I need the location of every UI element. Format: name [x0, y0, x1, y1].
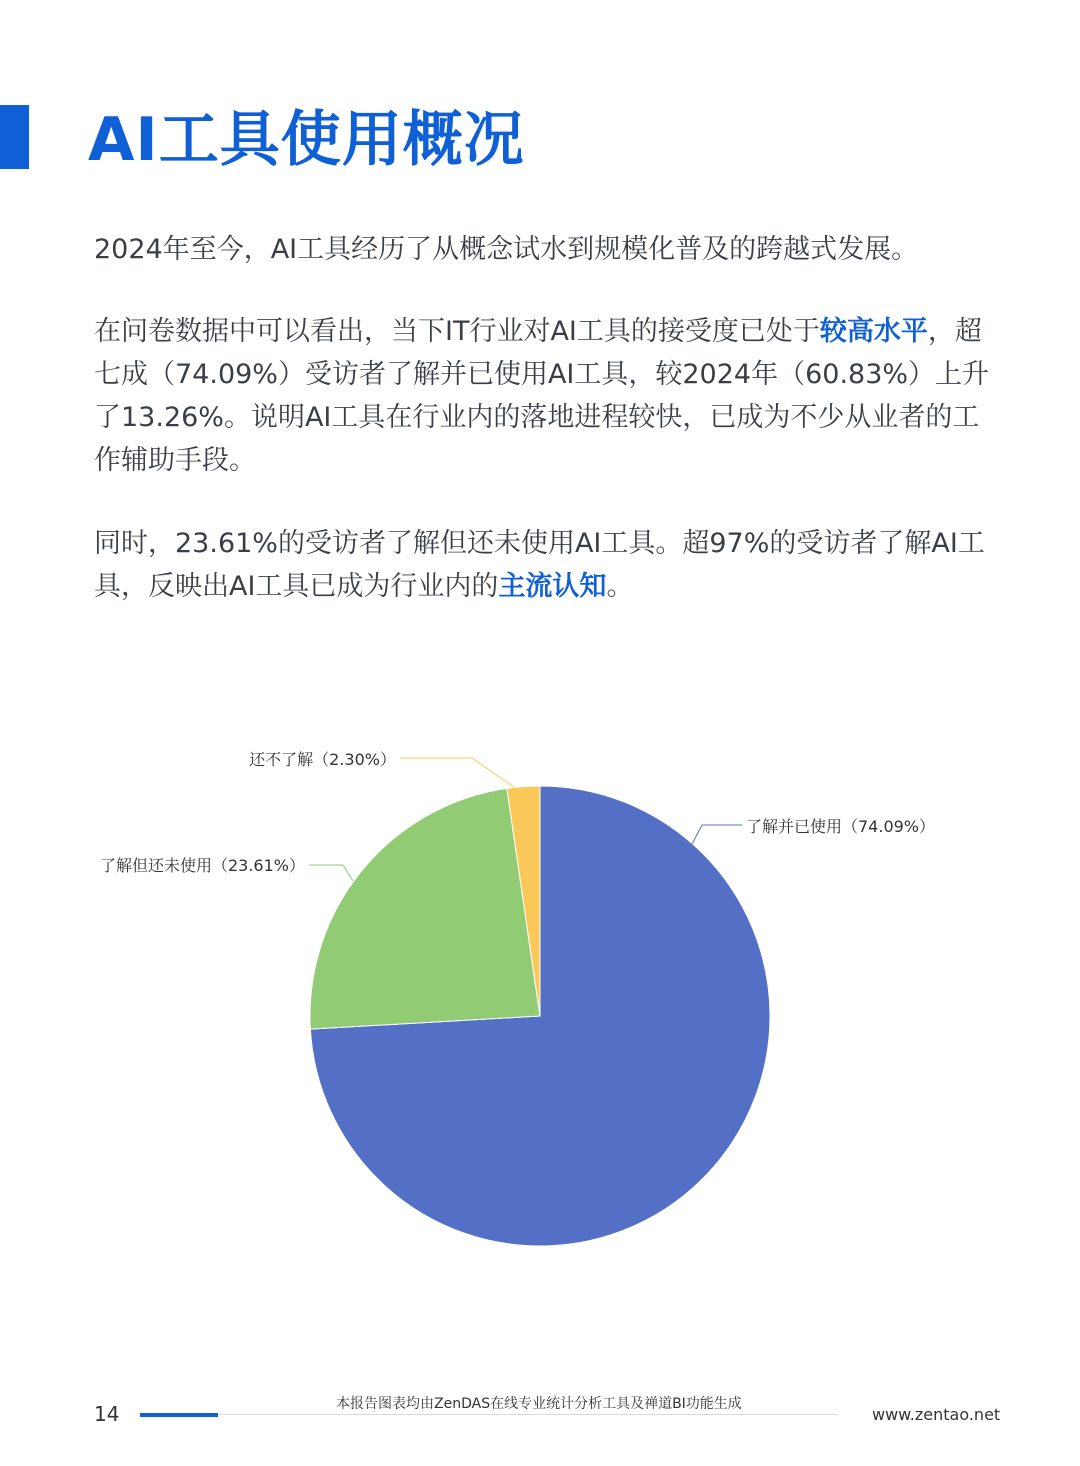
slice-label-used: 了解并已使用（74.09%） — [746, 817, 936, 836]
footer-divider — [218, 1414, 838, 1415]
page-number: 14 — [94, 1402, 120, 1426]
leader-line-unaware — [400, 758, 514, 787]
paragraph-awareness-text-b: 。 — [606, 571, 634, 602]
slice-label-not-used: 了解但还未使用（23.61%） — [99, 856, 305, 875]
pie-chart — [0, 700, 1080, 1300]
page-title: AI工具使用概况 — [88, 105, 525, 175]
pie-slices — [310, 786, 770, 1246]
paragraph-acceptance-text-a: 在问卷数据中可以看出，当下IT行业对AI工具的接受度已处于 — [94, 316, 820, 347]
footer-accent-line — [140, 1413, 218, 1417]
paragraph-awareness — [94, 522, 994, 608]
slice-label-unaware: 还不了解（2.30%） — [249, 750, 396, 769]
paragraph-acceptance — [94, 310, 994, 482]
leader-line-not-used — [309, 865, 353, 881]
highlight-mainstream: 主流认知 — [498, 571, 607, 602]
paragraph-awareness-text-a: 同时，23.61%的受访者了解但还未使用AI工具。超97%的受访者了解AI工具，反映出AI工具已成为行业内的 — [94, 528, 985, 602]
highlight-high-level: 较高水平 — [819, 316, 928, 347]
paragraph-intro-text: 2024年至今，AI工具经历了从概念试水到规模化普及的跨越式发展。 — [94, 234, 919, 265]
leader-line-used — [692, 825, 742, 844]
title-accent-bar — [0, 105, 29, 169]
paragraph-intro — [94, 228, 994, 271]
footer-note: 本报告图表均由ZenDAS在线专业统计分析工具及禅道BI功能生成 — [336, 1396, 742, 1412]
footer-url: www.zentao.net — [872, 1405, 1001, 1424]
paragraph-acceptance-text-b: ，超七成（74.09%）受访者了解并已使用AI工具，较2024年（60.83%）上升了13.26%。说明AI工具在行业内的落地进程较快，已成为不少从业者的工作辅助手段。 — [94, 316, 990, 476]
slice-not-used — [310, 788, 540, 1029]
